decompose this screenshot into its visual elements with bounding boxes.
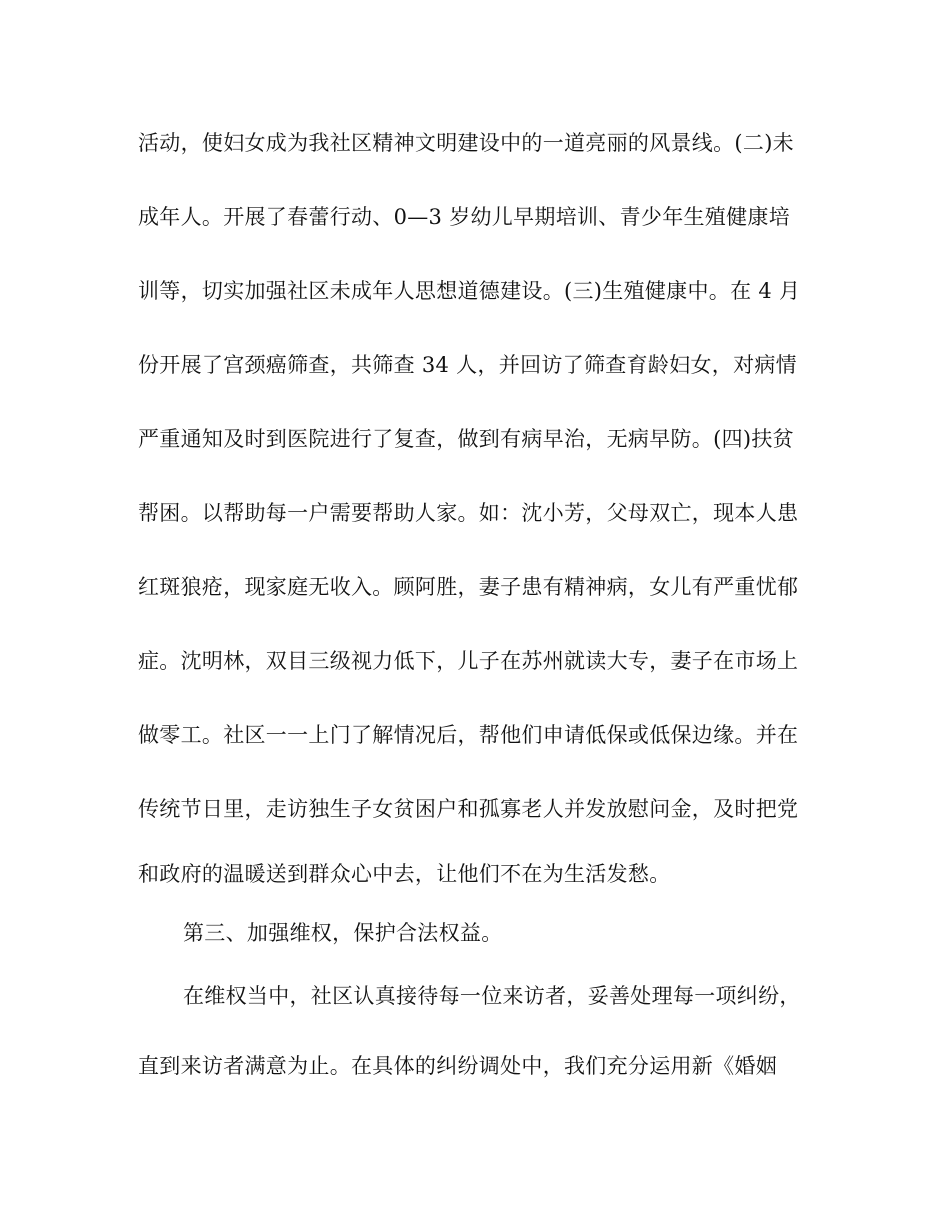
section-heading: 第三、加强维权，保护合法权益。 <box>183 921 503 945</box>
body-text-line: 活动，使妇女成为我社区精神文明建设中的一道亮丽的风景线。(二)未 <box>138 131 794 155</box>
body-text-line: 红斑狼疮，现家庭无收入。顾阿胜，妻子患有精神病，女儿有严重忧郁 <box>138 575 799 599</box>
body-text-line: 直到来访者满意为止。在具体的纠纷调处中，我们充分运用新《婚姻 <box>138 1054 777 1078</box>
body-text-line: 训等，切实加强社区未成年人思想道德建设。(三)生殖健康中。在 4 月 <box>138 279 801 303</box>
body-text-line: 传统节日里，走访独生子女贫困户和孤寡老人并发放慰问金，及时把党 <box>138 797 799 821</box>
body-text-line: 做零工。社区一一上门了解情况后，帮他们申请低保或低保边缘。并在 <box>138 723 799 747</box>
body-text-line: 份开展了宫颈癌筛查，共筛查 34 人，并回访了筛查育龄妇女，对病情 <box>138 353 797 377</box>
body-text-line: 帮困。以帮助每一户需要帮助人家。如：沈小芳，父母双亡，现本人患 <box>138 501 799 525</box>
paragraph-first-line: 在维权当中，社区认真接待每一位来访者，妥善处理每一项纠纷， <box>183 984 801 1008</box>
body-text-line: 成年人。开展了春蕾行动、0—3 岁幼儿早期培训、青少年生殖健康培 <box>138 205 790 229</box>
body-text-line: 严重通知及时到医院进行了复查，做到有病早治，无病早防。(四)扶贫 <box>138 427 794 451</box>
body-text-line: 和政府的温暖送到群众心中去，让他们不在为生活发愁。 <box>138 862 671 886</box>
body-text-line: 症。沈明林，双目三级视力低下，儿子在苏州就读大专，妻子在市场上 <box>138 649 799 673</box>
